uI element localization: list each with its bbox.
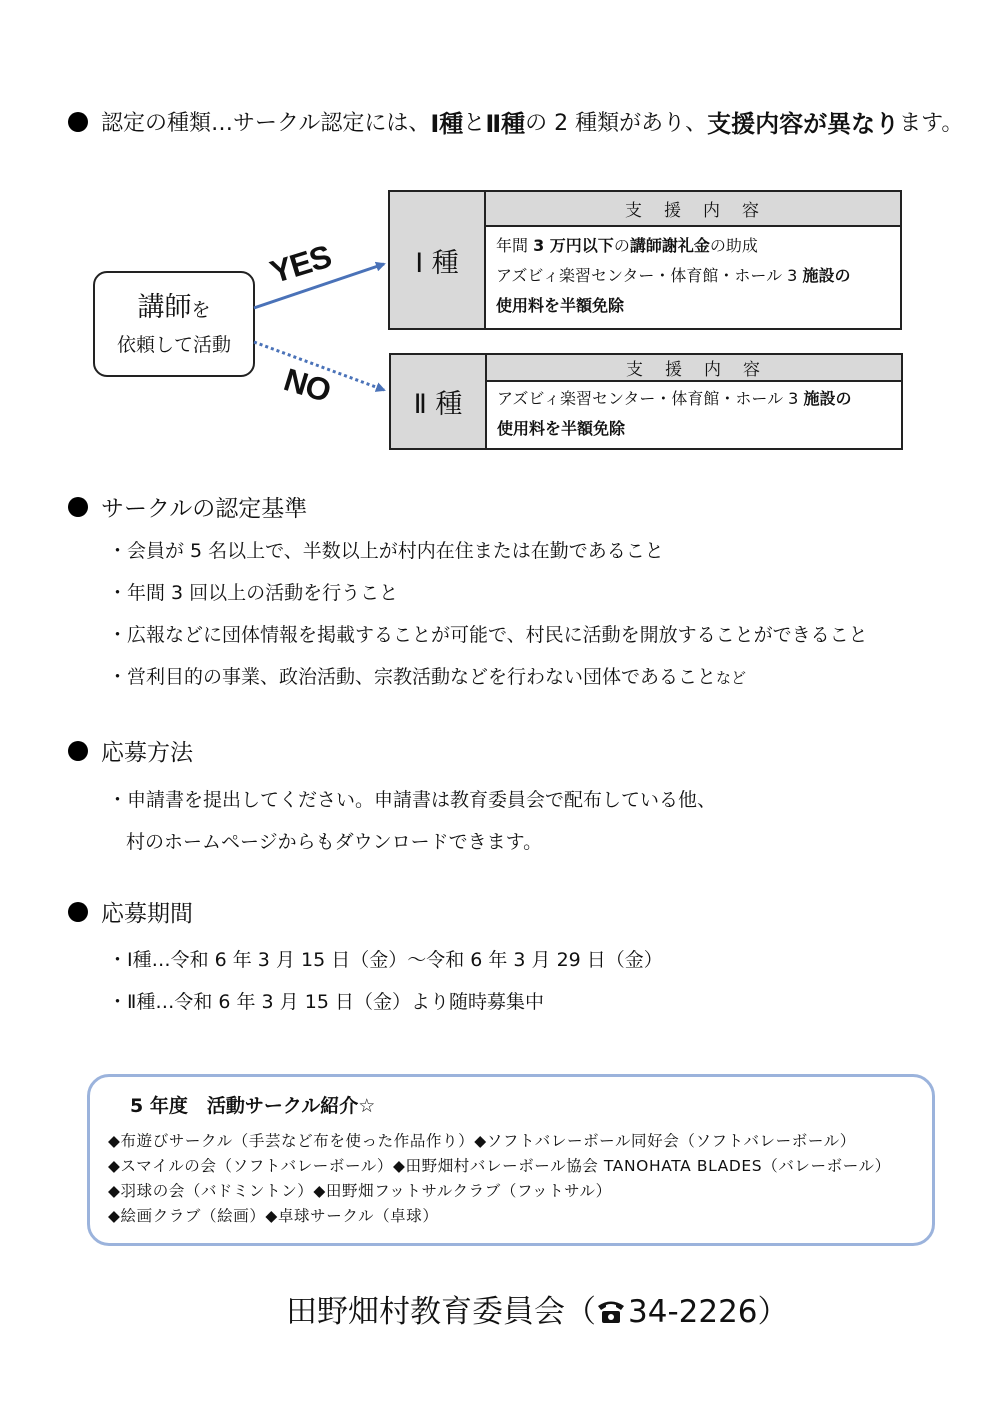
lecturer-label-line2: 依頼して活動 bbox=[116, 334, 231, 356]
circle-list-line: ◆絵画クラブ（絵画）◆卓球サークル（卓球） bbox=[108, 1207, 439, 1225]
intro-emphasis: 支援内容が異なり bbox=[707, 110, 900, 138]
type1-name: Ⅰ 種 bbox=[390, 192, 486, 328]
intro-label: 認定の種類 bbox=[101, 111, 212, 136]
bullet-icon bbox=[68, 497, 88, 517]
intro-text1: …サークル認定には、 bbox=[211, 111, 431, 136]
circle-list-line: ◆羽球の会（バドミントン）◆田野畑フットサルクラブ（フットサル） bbox=[108, 1182, 612, 1200]
type1-support-header: 支援内容 bbox=[486, 192, 900, 227]
type1-line2: アズビィ楽習センター・体育館・ホール 3 施設の bbox=[496, 266, 851, 285]
circle-intro-title: 5 年度 活動サークル紹介☆ bbox=[130, 1095, 376, 1117]
intro-and: と bbox=[463, 111, 486, 136]
circle-list-line: ◆布遊びサークル（手芸など布を使った作品作り）◆ソフトバレーボール同好会（ソフトバレーボール） bbox=[108, 1132, 856, 1150]
type2-table bbox=[389, 353, 903, 450]
bullet-icon bbox=[68, 902, 88, 922]
footer-contact bbox=[286, 1286, 789, 1333]
type2-line1: アズビィ楽習センター・体育館・ホール 3 施設の bbox=[497, 389, 852, 408]
criteria-item: ・営利目的の事業、政治活動、宗教活動などを行わない団体であることなど bbox=[108, 666, 747, 688]
type2-line2: 使用料を半額免除 bbox=[497, 419, 626, 438]
intro-type1: Ⅰ種 bbox=[430, 110, 464, 138]
intro-text2: の 2 種類があり、 bbox=[525, 111, 708, 136]
bullet-icon bbox=[68, 741, 88, 761]
circle-intro-box bbox=[87, 1074, 935, 1246]
apply-line2: 村のホームページからもダウンロードできます。 bbox=[126, 831, 543, 853]
footer-phone: 34-2226） bbox=[628, 1294, 789, 1330]
lecturer-label-big: 講師 bbox=[137, 292, 192, 323]
no-label: NO bbox=[279, 361, 335, 409]
circle-list-line: ◆スマイルの会（ソフトバレーボール）◆田野畑村バレーボール協会 TANOHATA BLADES（バレーボール） bbox=[108, 1157, 891, 1175]
criteria-item: ・広報などに団体情報を掲載することが可能で、村民に活動を開放することができること bbox=[108, 624, 868, 646]
footer-org: 田野畑村教育委員会（ bbox=[286, 1294, 596, 1330]
period-heading: 応募期間 bbox=[68, 895, 193, 928]
telephone-icon bbox=[596, 1297, 626, 1333]
type1-table bbox=[388, 190, 902, 330]
type2-support-header: 支援内容 bbox=[487, 355, 901, 382]
yes-label: YES bbox=[265, 237, 335, 291]
intro-text3: ます。 bbox=[899, 111, 964, 136]
criteria-heading: サークルの認定基準 bbox=[68, 490, 307, 523]
period-item: ・Ⅱ種…令和 6 年 3 月 15 日（金）より随時募集中 bbox=[108, 991, 544, 1013]
type1-line1: 年間 3 万円以下の講師謝礼金の助成 bbox=[496, 236, 758, 255]
lecturer-label-small: を bbox=[191, 299, 211, 321]
type1-line3: 使用料を半額免除 bbox=[496, 296, 625, 315]
type2-name: Ⅱ 種 bbox=[391, 355, 487, 448]
criteria-item: ・会員が 5 名以上で、半数以上が村内在住または在勤であること bbox=[108, 540, 664, 562]
criteria-item: ・年間 3 回以上の活動を行うこと bbox=[108, 582, 399, 604]
period-item: ・Ⅰ種…令和 6 年 3 月 15 日（金）～令和 6 年 3 月 29 日（金） bbox=[108, 949, 663, 971]
intro-type2: Ⅱ種 bbox=[485, 110, 526, 138]
criteria-suffix: など bbox=[716, 669, 747, 687]
apply-heading: 応募方法 bbox=[68, 734, 193, 767]
apply-line1: ・申請書を提出してください。申請書は教育委員会で配布している他、 bbox=[108, 789, 717, 811]
